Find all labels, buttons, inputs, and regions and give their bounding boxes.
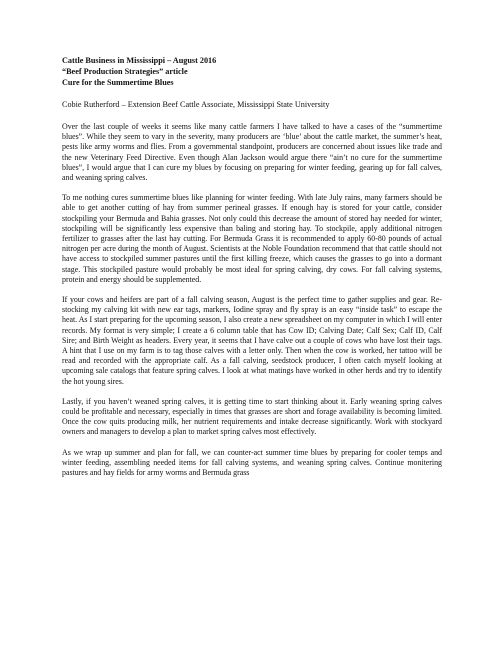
- paragraph: Lastly, if you haven’t weaned spring calves, it is getting time to start thinking about it. Early weaning spring calves could be profitable and necessary, especially in times that grasses are short and forage availability is becoming limited. Once the cow quits producing milk, her nutrient requirements and intake decrease significantly. Work with stockyard owners and managers to develop a plan to market spring calves most effectively.: [62, 396, 442, 437]
- header-article: “Beef Production Strategies” article: [62, 67, 188, 76]
- paragraph: To me nothing cures summertime blues like planning for winter feeding. With late July rains, many farmers should be able to get another cutting of hay from summer perineal grasses. If enough hay is stored for your cattle, consider stockpiling your Bermuda and Bahia grasses. Not only could this decrease the amount of stored hay needed for winter, stockpiling will be significantly less expensive than baling and storing hay. To stockpile, apply additional nitrogen fertilizer to grasses after the last hay cutting. For Bermuda Grass it is recommended to apply 60-80 pounds of actual nitrogen per acre during the month of August. Scientists at the Noble Foundation recommend that that cattle should not have access to stockpiled summer pastures until the first killing freeze, which causes the grasses to go into a dormant stage. This stockpiled pasture would probably be most ideal for spring calving, dry cows. For fall calving systems, protein and energy should be supplemented.: [62, 193, 442, 284]
- paragraph: As we wrap up summer and plan for fall, we can counter-act summer time blues by preparing for cooler temps and winter feeding, assembling needed items for fall calving systems, and weaning spring calves. Continue monitering pastures and hay fields for army worms and Bermuda grass: [62, 447, 442, 478]
- paragraph: Over the last couple of weeks it seems like many cattle farmers I have talked to have a cases of the “summertime blues”. While they seem to vary in the severity, many producers are ‘blue’ about the cattle market, the summer’s heat, pests like army worms and flies. From a governmental standpoint, producers are concerned about issues like trade and the new Veterinary Feed Directive. Even though Alan Jackson would argue there “ain’t no cure for the summertime blues”, I would argue that I can cure my blues by focusing on preparing for winter feeding, gearing up for fall calves, and weaning spring calves.: [62, 122, 442, 183]
- paragraph: If your cows and heifers are part of a fall calving season, August is the perfect time to gather supplies and gear. Re-stocking my calving kit with new ear tags, markers, Iodine spray and fly spray is an easy “inside task” to escape the heat. As I start preparing for the upcoming season, I also create a new spreadsheet on my computer in which I will enter records. My format is very simple; I create a 6 column table that has Cow ID; Calving Date; Calf Sex; Calf ID, Calf Sire; and Birth Weight as headers. Every year, it seems that I have calve out a couple of cows who have lost their tags. A hint that I use on my farm is to tag those calves with a letter only. Then when the cow is worked, her tattoo will be read and recorded with the appropriate calf. As a fall calving, seedstock producer, I often catch myself looking at upcoming sale catalogs that feature spring calves. I look at what matings have worked in other herds and try to identify the hot young sires.: [62, 295, 442, 386]
- header-title: Cattle Business in Mississippi – August 2016: [62, 56, 217, 65]
- header-subtitle: Cure for the Summertime Blues: [62, 78, 174, 87]
- author-line: Cobie Rutherford – Extension Beef Cattle Associate, Mississippi State University: [62, 100, 330, 109]
